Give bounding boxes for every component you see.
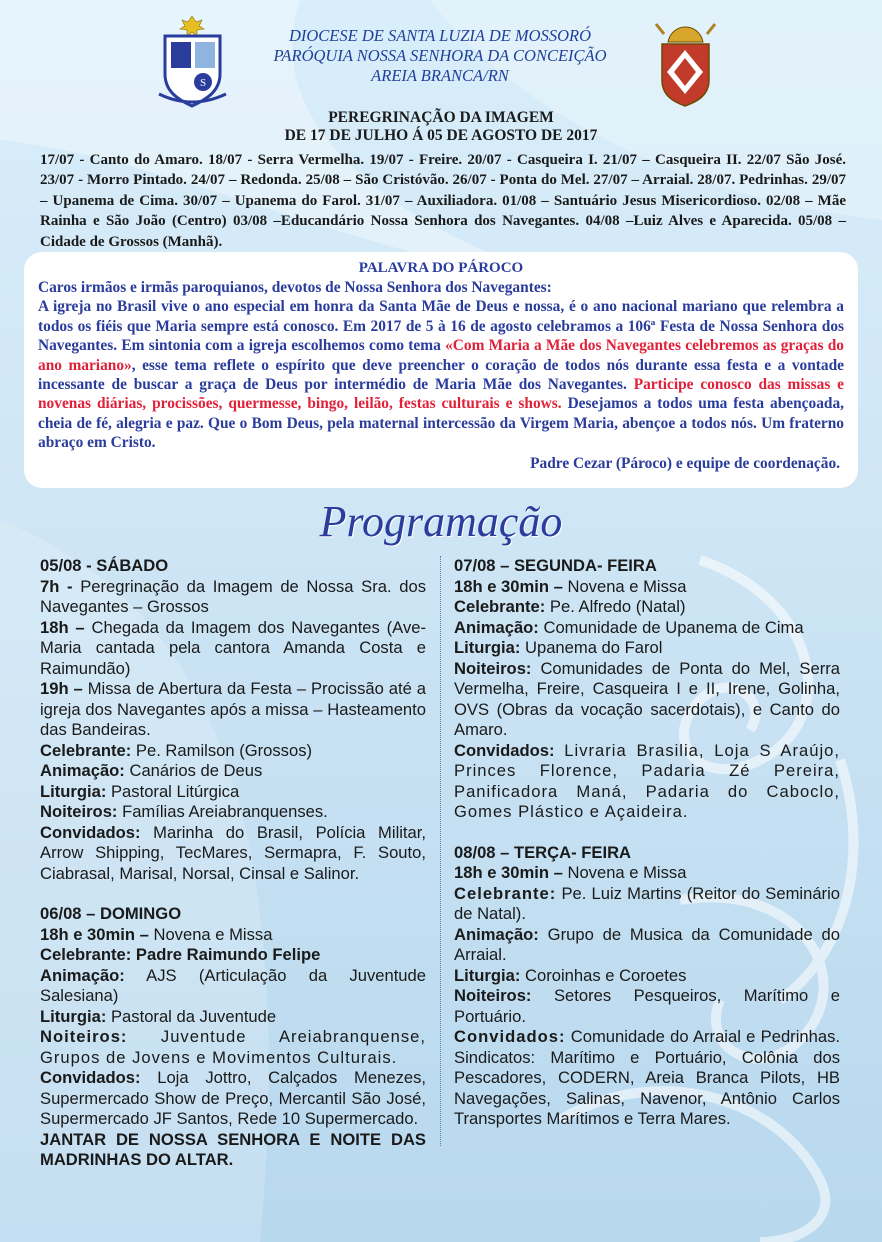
field-label: Noiteiros: bbox=[40, 802, 118, 821]
animacao-line bbox=[454, 925, 840, 966]
convidados-line bbox=[40, 1068, 426, 1130]
paroco-signature: Padre Cezar (Pároco) e equipe de coordenação. bbox=[530, 455, 840, 472]
schedule-desc: Novena e Missa bbox=[148, 924, 273, 944]
schedule-item bbox=[40, 618, 426, 680]
program-column-right bbox=[454, 556, 840, 1130]
schedule-item bbox=[454, 863, 840, 884]
field-value: Pe. Ramilson (Grossos) bbox=[131, 740, 313, 760]
noiteiros-line bbox=[40, 802, 426, 823]
field-value: Setores Pesqueiros, Marítimo e Portuário. bbox=[454, 986, 840, 1026]
field-label: Animação: bbox=[454, 617, 539, 637]
field-label: Animação: bbox=[454, 924, 539, 944]
field-label: Noiteiros: bbox=[454, 986, 532, 1005]
field-value: Loja Jottro, Calçados Menezes, Supermercado Show de Preço, Mercantil São José, Supermercado JF Santos, Rede 10 Supermercado. bbox=[40, 1068, 426, 1128]
liturgia-line bbox=[454, 638, 840, 659]
svg-text:S: S bbox=[199, 77, 207, 89]
city-name: AREIA BRANCA/RN bbox=[371, 66, 509, 85]
schedule-item bbox=[40, 679, 426, 741]
celebrante-line bbox=[454, 884, 840, 925]
celebrante-line bbox=[40, 945, 426, 966]
field-value: Pe. Alfredo (Natal) bbox=[545, 597, 686, 616]
field-value: Comunidades de Ponta do Mel, Serra Vermelha, Freire, Casqueira I e II, Irene, Golinha, OVS (Obras da vocação sacerdotais), e Canto do Amaro. bbox=[454, 658, 840, 739]
schedule-item bbox=[40, 577, 426, 618]
diocese-name: DIOCESE DE SANTA LUZIA DE MOSSORÓ bbox=[288, 26, 592, 45]
celebrante-line bbox=[454, 597, 840, 618]
schedule-desc: Missa de Abertura da Festa – Procissão até a igreja dos Navegantes após a missa – Hasteamento das Bandeiras. bbox=[40, 679, 426, 739]
paroco-title: PALAVRA DO PÁROCO bbox=[358, 260, 524, 276]
field-value: Coroinhas e Coroetes bbox=[520, 965, 687, 985]
convidados-line bbox=[454, 1027, 840, 1130]
field-value: Comunidade de Upanema de Cima bbox=[538, 617, 804, 637]
schedule-time: 18h e 30min – bbox=[454, 863, 563, 882]
day-heading: 08/08 – TERÇA- FEIRA bbox=[454, 842, 632, 862]
field-value: Upanema do Farol bbox=[520, 638, 663, 657]
convidados-line bbox=[454, 741, 840, 823]
field-label: Convidados: bbox=[40, 822, 141, 842]
field-value: Livraria Brasilia, Loja S Araújo, Princes Florence, Padaria Zé Pereira, Panificadora Maná, Padaria do Caboclo, Gomes Plástico e Açaideira. bbox=[454, 740, 840, 821]
noiteiros-line bbox=[454, 659, 840, 741]
field-label: Liturgia: bbox=[40, 781, 107, 801]
paroco-text-part: Desejamos a todos uma festa abençoada, cheia de fé, alegria e paz. Que o Bom Deus, pela maternal intercessão da Virgem Maria, abençoe a todos nós. Um fraterno abraço em Cristo. bbox=[38, 395, 845, 452]
field-value: Juventude Areiabranquense, Grupos de Jovens e Movimentos Culturais. bbox=[40, 1027, 426, 1067]
schedule-time: 7h - bbox=[40, 576, 73, 596]
schedule-desc: Peregrinação da Imagem de Nossa Sra. dos Navegantes – Grossos bbox=[40, 576, 426, 616]
field-label: Convidados: bbox=[454, 740, 555, 760]
schedule-time: 18h e 30min – bbox=[454, 576, 563, 596]
schedule-desc: Chegada da Imagem dos Navegantes (Ave-Maria cantada pela cantora Amanda Costa e Raimundão) bbox=[40, 617, 427, 678]
field-value: Pastoral da Juventude bbox=[106, 1006, 277, 1026]
field-label: Liturgia: bbox=[454, 965, 521, 985]
program-column-left bbox=[40, 556, 426, 1171]
field-value: Grupo de Musica da Comunidade do Arraial. bbox=[454, 924, 840, 964]
animacao-line bbox=[40, 966, 426, 1007]
peregrinacao-title: PEREGRINAÇÃO DA IMAGEM bbox=[328, 109, 554, 126]
field-label: Celebrante: bbox=[454, 597, 546, 616]
day-heading: 06/08 – DOMINGO bbox=[40, 904, 182, 923]
field-label: Animação: bbox=[40, 965, 125, 985]
paroco-text-part: A igreja no Brasil vive o ano especial em honra da Santa Mãe de Deus e nossa, é o ano nacional mariano que relembra a todos os fiéis que Maria sempre está conosco. Em 2017 de 5 à 16 de agosto celebramos a 106ª Festa de Nossa Senhora dos Navegantes. Em sintonia com a igreja escolhemos como tema bbox=[38, 298, 844, 355]
schedule-desc: Novena e Missa bbox=[562, 863, 687, 882]
noiteiros-line bbox=[454, 986, 840, 1027]
field-label: Animação: bbox=[40, 761, 125, 780]
field-label: Liturgia: bbox=[454, 638, 521, 657]
diocese-header bbox=[230, 26, 650, 86]
field-value: Comunidade do Arraial e Pedrinhas. Sindicatos: Marítimo e Portuário, Colônia dos Pescadores, CODERN, Areia Branca Pilots, HB Navegações, Salinas, Navenor, Antônio Carlos Transportes Marítimos e Terra Mares. bbox=[454, 1027, 840, 1128]
liturgia-line bbox=[40, 782, 426, 803]
jantar-announcement: JANTAR DE NOSSA SENHORA E NOITE DAS MADRINHAS DO ALTAR. bbox=[40, 1129, 426, 1169]
liturgia-line bbox=[454, 966, 840, 987]
paroco-invite-highlight: Participe conosco das missas e novenas diárias, procissões, quermesse, bingo, leilão, festas culturais e shows. bbox=[38, 376, 844, 413]
animacao-line bbox=[454, 618, 840, 639]
diocese-mitre-crest-icon bbox=[648, 14, 723, 109]
noiteiros-line bbox=[40, 1027, 426, 1068]
convidados-line bbox=[40, 823, 426, 885]
column-divider bbox=[440, 556, 442, 1146]
schedule-desc: Novena e Missa bbox=[562, 576, 687, 596]
paroco-text-part: , esse tema reflete o espírito que deve preencher o coração de todos nós durante essa festa e a vontade incessante de buscar a graça de Deus por intermédio de Maria Mãe dos Navegantes. bbox=[38, 356, 844, 394]
liturgia-line bbox=[40, 1007, 426, 1028]
paroco-theme-highlight: «Com Maria a Mãe dos Navegantes celebremos as graças do ano mariano» bbox=[38, 337, 844, 374]
field-label: Noiteiros: bbox=[454, 658, 532, 678]
programacao-title: Programação bbox=[319, 497, 563, 546]
day-heading: 07/08 – SEGUNDA- FEIRA bbox=[454, 556, 657, 575]
field-label: Celebrante: Padre Raimundo Felipe bbox=[40, 945, 321, 964]
field-label: Noiteiros: bbox=[40, 1027, 128, 1046]
field-value: Canários de Deus bbox=[124, 761, 263, 780]
field-label: Convidados: bbox=[454, 1027, 566, 1046]
field-label: Convidados: bbox=[40, 1068, 141, 1087]
field-value: Marinha do Brasil, Polícia Militar, Arrow Shipping, TecMares, Sermapra, F. Souto, Ciabrasal, Marisal, Norsal, Cinsal e Salinor. bbox=[40, 822, 426, 883]
paroco-message-box bbox=[24, 252, 858, 488]
peregrinacao-dates: DE 17 DE JULHO Á 05 DE AGOSTO DE 2017 bbox=[284, 127, 598, 144]
paroco-greeting: Caros irmãos e irmãs paroquianos, devotos de Nossa Senhora dos Navegantes: bbox=[38, 279, 552, 296]
field-label: Celebrante: bbox=[40, 740, 132, 760]
field-value: Pe. Luiz Martins (Reitor do Seminário de Natal). bbox=[454, 883, 840, 923]
field-value: Pastoral Litúrgica bbox=[106, 781, 240, 801]
day-heading: 05/08 - SÁBADO bbox=[40, 556, 169, 575]
schedule-item bbox=[40, 925, 426, 946]
field-label: Celebrante: bbox=[454, 883, 557, 903]
parish-crest-icon bbox=[155, 14, 230, 109]
paroco-paragraph bbox=[38, 297, 844, 452]
schedule-time: 18h – bbox=[40, 617, 85, 637]
animacao-line bbox=[40, 761, 426, 782]
schedule-item bbox=[454, 577, 840, 598]
field-label: Liturgia: bbox=[40, 1006, 107, 1026]
schedule-time: 18h e 30min – bbox=[40, 924, 149, 944]
field-value: AJS (Articulação da Juventude Salesiana) bbox=[40, 965, 426, 1005]
celebrante-line bbox=[40, 741, 426, 762]
field-value: Famílias Areiabranquenses. bbox=[117, 802, 328, 821]
parish-name: PARÓQUIA NOSSA SENHORA DA CONCEIÇÃO bbox=[273, 46, 607, 65]
peregrinacao-itinerary: 17/07 - Canto do Amaro. 18/07 - Serra Vermelha. 19/07 - Freire. 20/07 - Casqueira I. 21/07 – Casqueira II. 22/07 São José. 23/07 - Morro Pintado. 24/07 – Redonda. 25/08 – São Cristóvão. 26/07 - Ponta do Mel. 27/07 – Arraial. 28/07. Pedrinhas. 29/07 – Upanema de Cima. 30/07 – Upanema do Farol. 31/07 – Auxiliadora. 01/08 – Santuário Jesus Misericordioso. 02/08 – Mãe Rainha e São João (Centro) 03/08 –Educandário Nossa Senhora dos Navegantes. 04/08 –Luiz Alves e Aparecida. 05/08 – Cidade de Grossos (Manhã). bbox=[40, 152, 846, 250]
schedule-time: 19h – bbox=[40, 679, 83, 698]
paroco-text bbox=[38, 278, 844, 453]
